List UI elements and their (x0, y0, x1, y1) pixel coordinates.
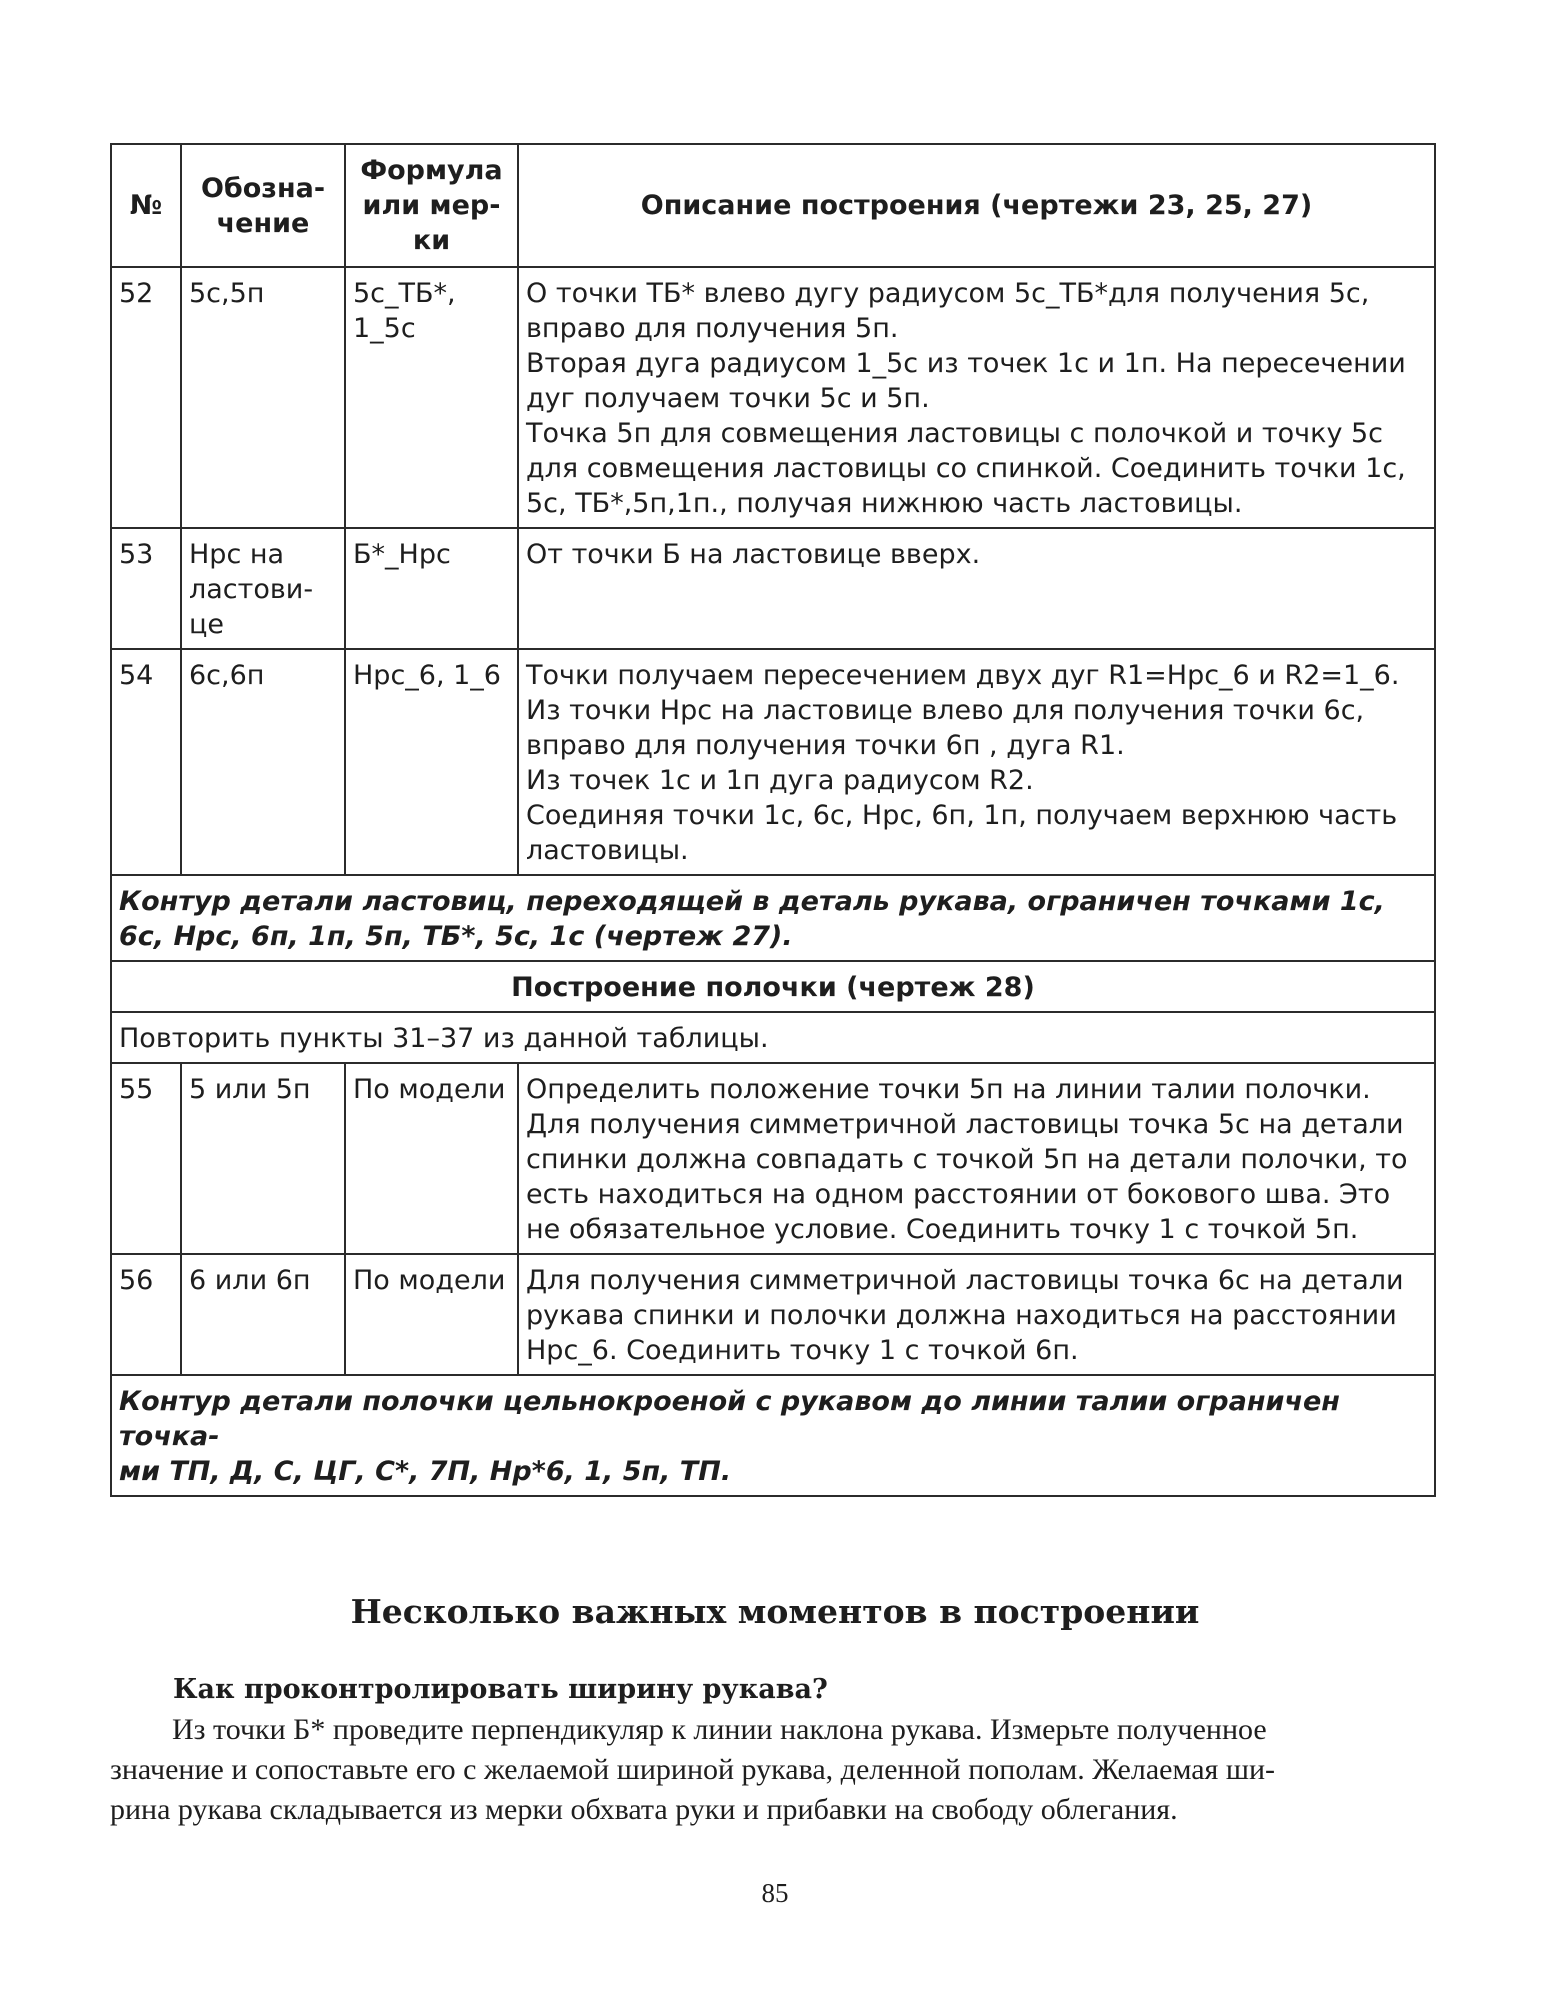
row-description-cell: От точки Б на ластовице вверх. (518, 528, 1435, 649)
row-formula-cell: 5с_ТБ*, 1_5с (345, 267, 518, 528)
table-row (111, 1254, 1435, 1375)
row-description-cell: О точки ТБ* влево дугу радиусом 5с_ТБ*для получения 5с, вправо для получения 5п. Вторая дуга радиусом 1_5с из точек 1с и 1п. На пересечении дуг получаем точки 5с и 5п. Точка 5п для совмещения ластовицы с полочкой и точку 5с для совмещения ластовицы со спинкой. Соединить точки 1с, 5с, ТБ*,5п,1п., получая нижнюю часть ластовицы. (518, 267, 1435, 528)
row-description-cell: Определить положение точки 5п на линии талии полочки. Для получения симметричной ластовицы точка 5с на детали спинки должна совпадать с точкой 5п на детали полочки, то есть находиться на одном расстоянии от бокового шва. Это не обязательное условие. Соединить точку 1 с точкой 5п. (518, 1063, 1435, 1254)
row-designation-cell: 6с,6п (181, 649, 345, 875)
row-formula-cell: Б*_Нрс (345, 528, 518, 649)
header-designation: Обозна- чение (181, 144, 345, 267)
paragraph-line: рина рукава складывается из мерки обхвата руки и прибавки на свободу облегания. (110, 1793, 1178, 1826)
paragraph-line: Из точки Б* проведите перпендикуляр к линии наклона рукава. Измерьте полученное (172, 1713, 1267, 1746)
row-designation-cell: Нрс на ластови- це (181, 528, 345, 649)
body-paragraph (110, 1710, 1432, 1830)
row-description-cell: Для получения симметричной ластовицы точка 6с на детали рукава спинки и полочки должна находиться на расстоянии Нрс_6. Соединить точку 1 с точкой 6п. (518, 1254, 1435, 1375)
row-number-cell: 54 (111, 649, 181, 875)
table-row (111, 649, 1435, 875)
section-heading: Несколько важных моментов в построении (350, 1592, 1200, 1631)
row-formula-cell: Нрс_6, 1_6 (345, 649, 518, 875)
question-heading: Как проконтролировать ширину рукава? (173, 1674, 828, 1705)
row-designation-cell: 5 или 5п (181, 1063, 345, 1254)
table-header-row (111, 144, 1435, 267)
row-description-cell: Точки получаем пересечением двух дуг R1=Нрс_6 и R2=1_6. Из точки Нрс на ластовице влево для получения точки 6с, вправо для получения точки 6п , дуга R1. Из точек 1с и 1п дуга радиусом R2. Соединяя точки 1с, 6с, Нрс, 6п, 1п, получаем верхнюю часть ластовицы. (518, 649, 1435, 875)
row-designation-cell: 6 или 6п (181, 1254, 345, 1375)
table-row (111, 528, 1435, 649)
paragraph-line: значение и сопоставьте его с желаемой шириной рукава, деленной пополам. Желаемая ши- (110, 1753, 1276, 1786)
row-designation-cell: 5с,5п (181, 267, 345, 528)
table-row (111, 267, 1435, 528)
contour-summary-front: Контур детали полочки цельнокроеной с рукавом до линии талии ограничен точка- ми ТП, Д, С, ЦГ, С*, 7П, Нр*6, 1, 5п, ТП. (111, 1375, 1435, 1496)
contour-summary-gusset: Контур детали ластовиц, переходящей в деталь рукава, ограничен точками 1с, 6с, Нрс, 6п, 1п, 5п, ТБ*, 5с, 1с (чертеж 27). (111, 875, 1435, 961)
table-row (111, 1063, 1435, 1254)
repeat-note-row: Повторить пункты 31–37 из данной таблицы. (111, 1012, 1435, 1063)
header-formula: Формула или мер- ки (345, 144, 518, 267)
header-description: Описание построения (чертежи 23, 25, 27) (518, 144, 1435, 267)
header-number: № (111, 144, 181, 267)
row-formula-cell: По модели (345, 1063, 518, 1254)
row-number-cell: 53 (111, 528, 181, 649)
row-number-cell: 55 (111, 1063, 181, 1254)
row-formula-cell: По модели (345, 1254, 518, 1375)
section-title-row: Построение полочки (чертеж 28) (111, 961, 1435, 1012)
construction-table (110, 143, 1436, 1497)
page-number: 85 (761, 1878, 789, 1908)
row-number-cell: 56 (111, 1254, 181, 1375)
row-number-cell: 52 (111, 267, 181, 528)
